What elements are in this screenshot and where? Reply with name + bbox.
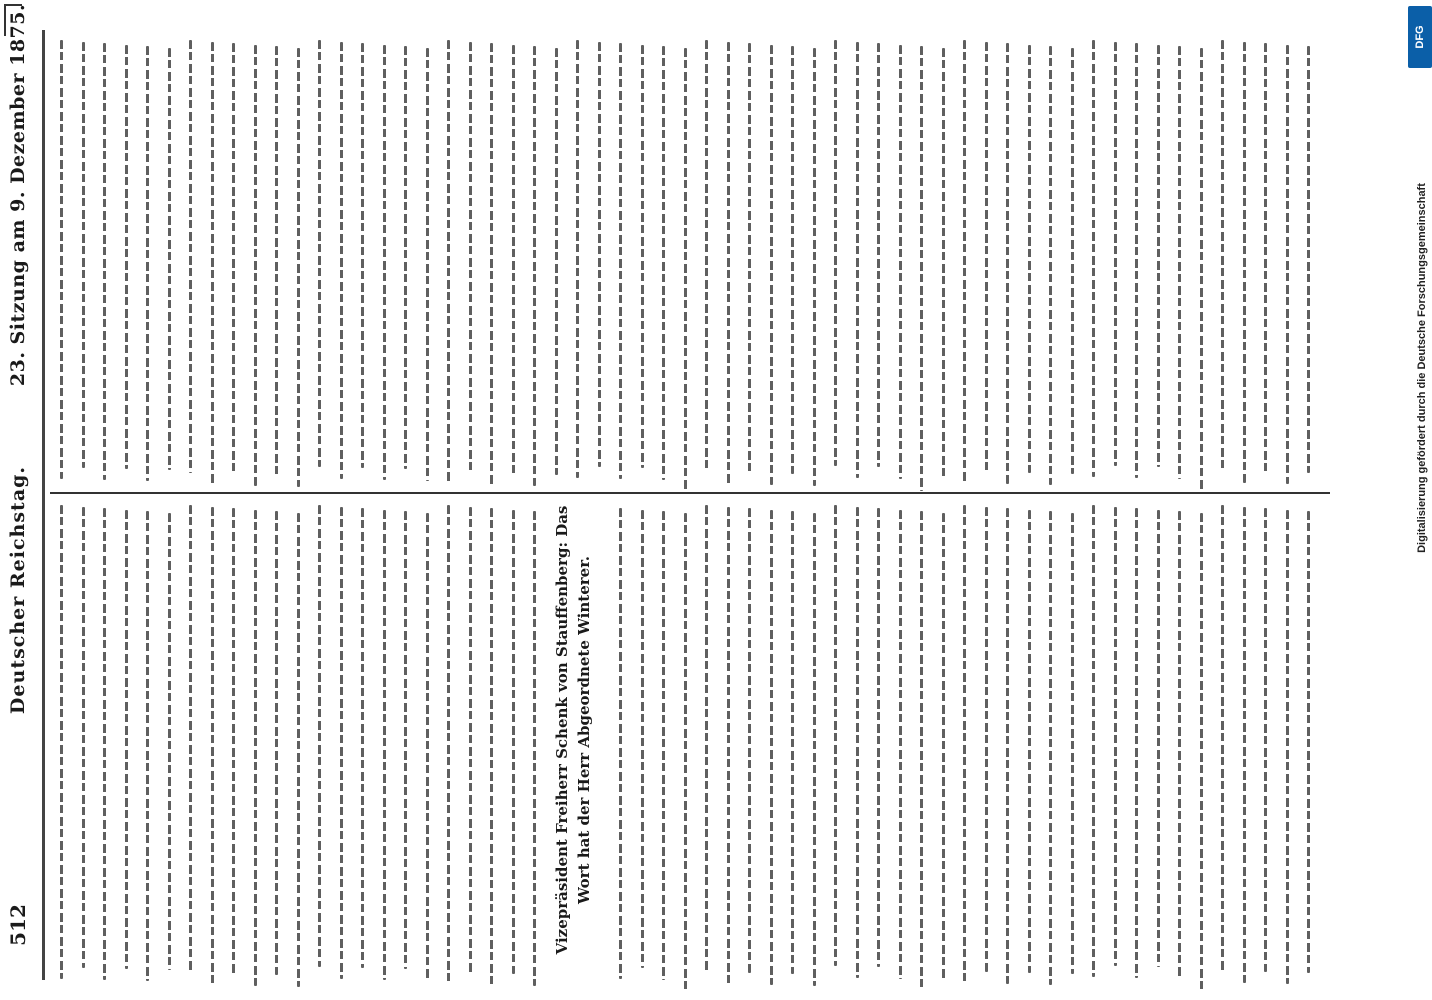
text-line (619, 508, 622, 979)
text-line (1157, 510, 1160, 968)
text-line (125, 510, 128, 970)
text-line (705, 505, 708, 972)
text-line (1157, 45, 1160, 468)
text-line (275, 46, 278, 475)
text-line (297, 48, 300, 488)
page-number: 512 (6, 904, 30, 946)
text-line (103, 43, 106, 480)
text-line (748, 43, 751, 473)
text-line (490, 43, 493, 485)
text-line (1286, 510, 1289, 985)
text-line (318, 40, 321, 467)
text-line (469, 507, 472, 974)
text-line (211, 507, 214, 986)
text-line (103, 508, 106, 980)
page-header-title: Deutscher Reichstag. (7, 465, 29, 715)
text-line (598, 42, 601, 468)
text-line (791, 511, 794, 974)
text-line (791, 46, 794, 474)
text-line (727, 42, 730, 485)
text-line (447, 40, 450, 484)
text-line (82, 507, 85, 969)
text-line (383, 45, 386, 481)
text-line (1178, 511, 1181, 979)
text-line (856, 507, 859, 979)
text-line (1286, 45, 1289, 485)
text-line (920, 511, 923, 991)
dfg-logo (1408, 6, 1432, 68)
text-line (555, 48, 558, 476)
text-line (770, 45, 773, 486)
text-line (899, 45, 902, 480)
page-header-session: 23. Sitzung am 9. Dezember 1875. (7, 3, 29, 387)
text-line (1006, 508, 1009, 984)
text-line (533, 46, 536, 486)
text-line (426, 513, 429, 982)
text-line (834, 40, 837, 466)
text-line (1200, 48, 1203, 492)
text-line (82, 42, 85, 469)
text-line (963, 40, 966, 483)
text-line (447, 505, 450, 984)
text-line (1071, 513, 1074, 975)
text-line (662, 511, 665, 980)
text-line (813, 513, 816, 987)
text-line (942, 48, 945, 481)
text-line (1092, 505, 1095, 977)
dfg-logo-label: DFG (1414, 25, 1426, 49)
column-divider (50, 492, 1330, 494)
text-line (340, 507, 343, 980)
text-line (1307, 46, 1310, 473)
text-line (60, 505, 63, 979)
text-line (662, 46, 665, 480)
text-line (189, 505, 192, 973)
text-line (1114, 507, 1117, 967)
text-line (770, 510, 773, 986)
text-line (254, 510, 257, 987)
text-line (1221, 40, 1224, 471)
text-line (168, 513, 171, 971)
header-rule (42, 30, 45, 980)
text-line (727, 507, 730, 985)
text-line (877, 508, 880, 967)
text-line (1243, 42, 1246, 484)
text-line (1243, 507, 1246, 984)
text-line (1092, 40, 1095, 477)
text-line (942, 513, 945, 981)
text-line (297, 513, 300, 988)
text-line (748, 508, 751, 973)
text-line (426, 48, 429, 482)
text-line (1221, 505, 1224, 971)
text-line (834, 505, 837, 966)
text-line (318, 505, 321, 967)
speaker-introduction: Vizepräsident Freiherr Schenk von Stauffenberg: Das (553, 505, 571, 955)
text-line (1049, 511, 1052, 985)
text-line (275, 511, 278, 975)
text-line (899, 510, 902, 980)
text-line (512, 510, 515, 975)
text-line (340, 42, 343, 480)
text-line (813, 48, 816, 487)
text-line (383, 510, 386, 981)
text-line (232, 43, 235, 474)
text-line (1135, 43, 1138, 478)
text-line (533, 511, 536, 986)
text-line (576, 40, 579, 478)
text-line (684, 48, 687, 493)
text-line (1307, 511, 1310, 973)
text-line (985, 42, 988, 473)
speaker-introduction-continued: Wort hat der Herr Abgeordnete Winterer. (575, 556, 593, 904)
text-line (146, 46, 149, 481)
text-line (1049, 46, 1052, 485)
text-line (404, 511, 407, 969)
text-line (985, 507, 988, 973)
text-line (254, 45, 257, 487)
text-line (361, 43, 364, 468)
text-line (361, 508, 364, 968)
text-line (1264, 508, 1267, 972)
text-line (146, 511, 149, 981)
text-line (856, 42, 859, 479)
text-line (211, 42, 214, 486)
text-line (1071, 48, 1074, 475)
text-line (641, 510, 644, 969)
text-line (641, 45, 644, 469)
text-line (1028, 45, 1031, 474)
text-line (469, 42, 472, 474)
text-line (490, 508, 493, 985)
text-line (1006, 43, 1009, 484)
text-line (684, 513, 687, 993)
text-line (705, 40, 708, 472)
text-line (877, 43, 880, 467)
text-line (1200, 513, 1203, 992)
text-line (512, 45, 515, 475)
text-line (1028, 510, 1031, 974)
text-line (1264, 43, 1267, 472)
text-line (60, 40, 63, 479)
text-line (1178, 46, 1181, 479)
text-line (232, 508, 235, 974)
text-line (189, 40, 192, 473)
text-line (1114, 42, 1117, 467)
text-line (125, 45, 128, 470)
text-line (168, 48, 171, 471)
text-line (619, 43, 622, 479)
text-line (920, 46, 923, 491)
digitization-note: Digitalisierung gefördert durch die Deutsche Forschungsgemeinschaft (1416, 183, 1428, 553)
text-line (404, 46, 407, 469)
text-line (963, 505, 966, 983)
text-line (1135, 508, 1138, 978)
